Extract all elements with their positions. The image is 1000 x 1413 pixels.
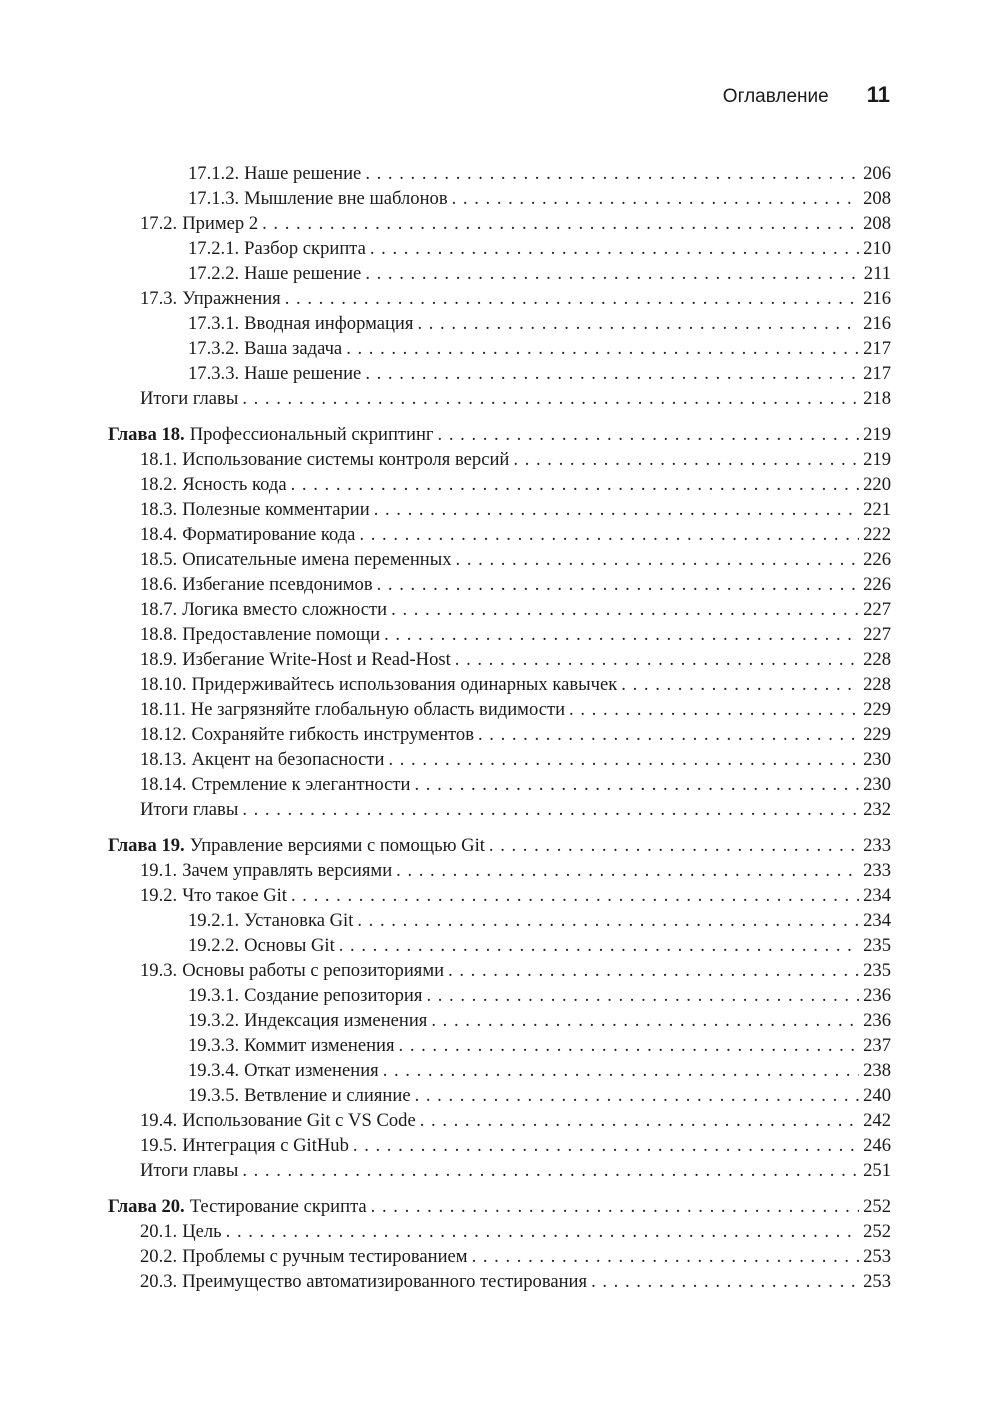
dot-leader xyxy=(417,311,859,336)
toc-entry-title xyxy=(188,908,353,933)
toc-entry-page: 252 xyxy=(863,1221,891,1242)
table-of-contents xyxy=(108,161,891,1294)
toc-entry-page: 229 xyxy=(863,699,891,720)
toc-entry-title xyxy=(140,797,238,822)
toc-entry-title xyxy=(140,522,355,547)
dot-leader xyxy=(371,1194,859,1219)
toc-entry-label: Профессиональный скриптинг xyxy=(189,424,434,445)
page-header xyxy=(723,82,890,108)
toc-section-entry[interactable] xyxy=(108,572,891,597)
toc-entry-label: Интеграция с GitHub xyxy=(182,1135,349,1156)
dot-leader xyxy=(415,1083,860,1108)
dot-leader xyxy=(242,797,859,822)
toc-section-entry[interactable] xyxy=(108,211,891,236)
toc-entry-title xyxy=(188,1083,411,1108)
toc-entry-page: 230 xyxy=(863,749,891,770)
toc-section-entry[interactable] xyxy=(108,772,891,797)
dot-leader xyxy=(396,858,859,883)
toc-entry-number: 19.3.5. xyxy=(188,1085,240,1106)
toc-section-entry[interactable] xyxy=(108,1244,891,1269)
toc-entry-page: 217 xyxy=(863,338,891,359)
toc-section-entry[interactable] xyxy=(108,286,891,311)
toc-entry-label: Наше решение xyxy=(244,163,362,184)
toc-entry-label: Сохраняйте гибкость инструментов xyxy=(191,724,474,745)
dot-leader xyxy=(489,833,859,858)
toc-entry-page: 253 xyxy=(863,1246,891,1267)
toc-entry-number: 19.1. xyxy=(140,860,178,881)
dot-leader xyxy=(569,697,859,722)
dot-leader xyxy=(452,186,859,211)
toc-entry-number: 19.5. xyxy=(140,1135,178,1156)
toc-entry-label: Итоги главы xyxy=(140,799,239,820)
toc-entry-number: 19.3.1. xyxy=(188,985,240,1006)
toc-entry-page: 226 xyxy=(863,549,891,570)
dot-leader xyxy=(377,572,859,597)
toc-entry-page: 226 xyxy=(863,574,891,595)
toc-entry-page: 217 xyxy=(863,363,891,384)
toc-section-entry[interactable] xyxy=(108,697,891,722)
toc-entry-page: 222 xyxy=(863,524,891,545)
toc-subsection-entry[interactable] xyxy=(108,311,891,336)
toc-section-entry[interactable] xyxy=(108,858,891,883)
toc-entry-page: 232 xyxy=(863,799,891,820)
toc-chapter-entry[interactable] xyxy=(108,1194,891,1219)
toc-entry-page: 234 xyxy=(863,885,891,906)
toc-entry-page: 208 xyxy=(863,213,891,234)
toc-entry-title xyxy=(188,933,335,958)
dot-leader xyxy=(513,447,859,472)
toc-entry-number: 18.5. xyxy=(140,549,178,570)
dot-leader xyxy=(291,472,859,497)
dot-leader xyxy=(455,647,859,672)
toc-entry-title xyxy=(140,672,617,697)
toc-entry-title xyxy=(140,1244,468,1269)
toc-entry-page: 218 xyxy=(863,388,891,409)
toc-entry-number: 19.3. xyxy=(140,960,178,981)
toc-entry-title xyxy=(188,1033,395,1058)
dot-leader xyxy=(591,1269,859,1294)
toc-entry-label: Логика вместо сложности xyxy=(182,599,388,620)
toc-entry-page: 229 xyxy=(863,724,891,745)
toc-entry-title xyxy=(140,286,281,311)
toc-entry-title xyxy=(140,958,444,983)
toc-entry-title xyxy=(188,336,342,361)
toc-entry-number: 19.3.4. xyxy=(188,1060,240,1081)
toc-entry-page: 208 xyxy=(863,188,891,209)
page-number: 11 xyxy=(866,82,890,107)
toc-section-entry[interactable] xyxy=(108,797,891,822)
toc-entry-title xyxy=(108,833,485,858)
toc-section-entry[interactable] xyxy=(108,958,891,983)
dot-leader xyxy=(448,958,859,983)
toc-entry-title xyxy=(188,983,422,1008)
toc-entry-number: 19.2.1. xyxy=(188,910,240,931)
toc-entry-title xyxy=(188,236,366,261)
toc-entry-title xyxy=(188,261,361,286)
toc-subsection-entry[interactable] xyxy=(108,1008,891,1033)
toc-entry-title xyxy=(188,1008,427,1033)
toc-entry-label: Ваша задача xyxy=(244,338,343,359)
toc-entry-number: 19.2.2. xyxy=(188,935,240,956)
toc-entry-page: 236 xyxy=(863,985,891,1006)
toc-entry-title xyxy=(140,386,238,411)
toc-entry-page: 242 xyxy=(863,1110,891,1131)
toc-entry-label: Форматирование кода xyxy=(182,524,356,545)
toc-section-entry[interactable] xyxy=(108,883,891,908)
toc-entry-number: 17.1.3. xyxy=(188,188,240,209)
toc-entry-page: 221 xyxy=(863,499,891,520)
toc-entry-page: 227 xyxy=(863,624,891,645)
toc-entry-number: Глава 18. xyxy=(108,424,185,445)
toc-entry-number: 18.7. xyxy=(140,599,178,620)
toc-entry-number: 18.10. xyxy=(140,674,187,695)
toc-entry-title xyxy=(188,361,361,386)
toc-entry-title xyxy=(140,547,452,572)
dot-leader xyxy=(226,1219,859,1244)
toc-section-entry[interactable] xyxy=(108,447,891,472)
dot-leader xyxy=(346,336,859,361)
dot-leader xyxy=(365,261,859,286)
toc-entry-title xyxy=(108,1194,367,1219)
dot-leader xyxy=(621,672,859,697)
toc-entry-page: 220 xyxy=(863,474,891,495)
toc-section-entry[interactable] xyxy=(108,597,891,622)
toc-entry-page: 234 xyxy=(863,910,891,931)
toc-entry-title xyxy=(140,622,380,647)
toc-entry-label: Стремление к элегантности xyxy=(191,774,411,795)
toc-entry-label: Избегание псевдонимов xyxy=(182,574,373,595)
toc-section-entry[interactable] xyxy=(108,622,891,647)
dot-leader xyxy=(431,1008,859,1033)
toc-entry-label: Наше решение xyxy=(244,363,362,384)
dot-leader xyxy=(339,933,859,958)
toc-section-entry[interactable] xyxy=(108,647,891,672)
dot-leader xyxy=(426,983,859,1008)
toc-entry-page: 219 xyxy=(863,424,891,445)
toc-entry-number: 18.14. xyxy=(140,774,187,795)
toc-entry-title xyxy=(140,497,370,522)
dot-leader xyxy=(242,386,859,411)
toc-entry-title xyxy=(140,1108,416,1133)
toc-entry-page: 230 xyxy=(863,774,891,795)
toc-section-entry[interactable] xyxy=(108,547,891,572)
toc-entry-number: 18.2. xyxy=(140,474,178,495)
toc-entry-page: 228 xyxy=(863,674,891,695)
toc-entry-label: Установка Git xyxy=(244,910,354,931)
toc-section-entry[interactable] xyxy=(108,1158,891,1183)
toc-section-entry[interactable] xyxy=(108,747,891,772)
toc-entry-label: Управление версиями с помощью Git xyxy=(189,835,485,856)
toc-entry-title xyxy=(188,161,361,186)
toc-chapter-entry[interactable] xyxy=(108,833,891,858)
toc-subsection-entry[interactable] xyxy=(108,236,891,261)
toc-subsection-entry[interactable] xyxy=(108,908,891,933)
toc-entry-number: 18.9. xyxy=(140,649,178,670)
toc-entry-number: 20.2. xyxy=(140,1246,178,1267)
toc-entry-title xyxy=(140,1133,349,1158)
toc-entry-label: Избегание Write-Host и Read-Host xyxy=(182,649,451,670)
dot-leader xyxy=(456,547,860,572)
toc-entry-number: 20.3. xyxy=(140,1271,178,1292)
toc-entry-page: 211 xyxy=(863,263,891,284)
toc-entry-label: Не загрязняйте глобальную область видимости xyxy=(190,699,566,720)
toc-section-entry[interactable] xyxy=(108,497,891,522)
toc-entry-title xyxy=(140,211,258,236)
toc-entry-label: Вводная информация xyxy=(244,313,414,334)
running-title: Оглавление xyxy=(722,86,829,107)
dot-leader xyxy=(374,497,859,522)
toc-entry-page: 216 xyxy=(863,313,891,334)
toc-entry-label: Преимущество автоматизированного тестирования xyxy=(182,1271,588,1292)
dot-leader xyxy=(359,522,859,547)
toc-subsection-entry[interactable] xyxy=(108,161,891,186)
toc-entry-label: Основы работы с репозиториями xyxy=(182,960,445,981)
toc-entry-label: Наше решение xyxy=(244,263,362,284)
toc-entry-page: 228 xyxy=(863,649,891,670)
toc-entry-label: Коммит изменения xyxy=(244,1035,395,1056)
toc-entry-number: 17.3.3. xyxy=(188,363,240,384)
toc-entry-title xyxy=(140,472,287,497)
toc-entry-number: 18.6. xyxy=(140,574,178,595)
toc-entry-number: 17.2.1. xyxy=(188,238,240,259)
dot-leader xyxy=(391,597,859,622)
toc-entry-number: 17.2. xyxy=(140,213,178,234)
toc-entry-label: Разбор скрипта xyxy=(244,238,366,259)
toc-entry-title xyxy=(140,572,373,597)
toc-entry-title xyxy=(108,422,434,447)
toc-entry-page: 237 xyxy=(863,1035,891,1056)
dot-leader xyxy=(291,883,859,908)
toc-subsection-entry[interactable] xyxy=(108,1033,891,1058)
toc-subsection-entry[interactable] xyxy=(108,1058,891,1083)
toc-entry-page: 240 xyxy=(863,1085,891,1106)
toc-entry-page: 251 xyxy=(863,1160,891,1181)
toc-entry-label: Предоставление помощи xyxy=(182,624,381,645)
toc-section-entry[interactable] xyxy=(108,522,891,547)
toc-entry-number: 17.1.2. xyxy=(188,163,240,184)
toc-entry-label: Индексация изменения xyxy=(244,1010,428,1031)
toc-entry-number: 18.8. xyxy=(140,624,178,645)
toc-entry-title xyxy=(188,186,448,211)
toc-subsection-entry[interactable] xyxy=(108,933,891,958)
toc-entry-label: Полезные комментарии xyxy=(182,499,370,520)
dot-leader xyxy=(438,422,860,447)
toc-entry-number: 19.2. xyxy=(140,885,178,906)
toc-subsection-entry[interactable] xyxy=(108,361,891,386)
toc-entry-page: 206 xyxy=(863,163,891,184)
toc-entry-label: Что такое Git xyxy=(182,885,287,906)
toc-entry-label: Итоги главы xyxy=(140,1160,239,1181)
toc-chapter-entry[interactable] xyxy=(108,422,891,447)
toc-entry-label: Откат изменения xyxy=(244,1060,379,1081)
toc-entry-label: Ветвление и слияние xyxy=(244,1085,411,1106)
toc-entry-label: Тестирование скрипта xyxy=(189,1196,367,1217)
dot-leader xyxy=(478,722,859,747)
toc-entry-page: 246 xyxy=(863,1135,891,1156)
toc-entry-title xyxy=(140,883,287,908)
toc-entry-number: 17.3.1. xyxy=(188,313,240,334)
toc-entry-page: 227 xyxy=(863,599,891,620)
toc-entry-number: 20.1. xyxy=(140,1221,178,1242)
toc-entry-title xyxy=(140,647,451,672)
toc-entry-page: 238 xyxy=(863,1060,891,1081)
toc-entry-label: Использование Git с VS Code xyxy=(182,1110,416,1131)
toc-entry-number: 18.13. xyxy=(140,749,187,770)
dot-leader xyxy=(353,1133,859,1158)
toc-entry-title xyxy=(140,858,392,883)
toc-entry-page: 236 xyxy=(863,1010,891,1031)
dot-leader xyxy=(262,211,859,236)
toc-section-entry[interactable] xyxy=(108,1219,891,1244)
toc-entry-label: Ясность кода xyxy=(182,474,287,495)
toc-entry-label: Создание репозитория xyxy=(244,985,423,1006)
toc-entry-label: Зачем управлять версиями xyxy=(182,860,393,881)
dot-leader xyxy=(365,361,859,386)
toc-entry-number: 18.11. xyxy=(140,699,186,720)
dot-leader xyxy=(357,908,859,933)
toc-entry-page: 253 xyxy=(863,1271,891,1292)
toc-subsection-entry[interactable] xyxy=(108,336,891,361)
toc-entry-number: 18.4. xyxy=(140,524,178,545)
toc-subsection-entry[interactable] xyxy=(108,186,891,211)
toc-entry-page: 210 xyxy=(863,238,891,259)
toc-entry-number: 18.1. xyxy=(140,449,178,470)
toc-entry-label: Мышление вне шаблонов xyxy=(244,188,448,209)
toc-entry-title xyxy=(140,722,474,747)
toc-entry-title xyxy=(140,1219,222,1244)
toc-entry-label: Пример 2 xyxy=(182,213,259,234)
toc-entry-title xyxy=(140,597,387,622)
toc-entry-page: 219 xyxy=(863,449,891,470)
toc-entry-page: 233 xyxy=(863,835,891,856)
toc-section-entry[interactable] xyxy=(108,1133,891,1158)
dot-leader xyxy=(242,1158,859,1183)
toc-subsection-entry[interactable] xyxy=(108,983,891,1008)
toc-subsection-entry[interactable] xyxy=(108,261,891,286)
toc-entry-page: 235 xyxy=(863,935,891,956)
dot-leader xyxy=(399,1033,860,1058)
toc-entry-number: 19.4. xyxy=(140,1110,178,1131)
toc-section-entry[interactable] xyxy=(108,1269,891,1294)
toc-entry-title xyxy=(188,311,413,336)
toc-entry-number: 19.3.3. xyxy=(188,1035,240,1056)
toc-entry-number: 17.3.2. xyxy=(188,338,240,359)
toc-section-entry[interactable] xyxy=(108,722,891,747)
toc-entry-title xyxy=(188,1058,379,1083)
dot-leader xyxy=(420,1108,859,1133)
toc-entry-title xyxy=(140,747,384,772)
toc-entry-label: Использование системы контроля версий xyxy=(182,449,510,470)
toc-entry-title xyxy=(140,697,565,722)
dot-leader xyxy=(383,1058,859,1083)
dot-leader xyxy=(285,286,859,311)
toc-section-entry[interactable] xyxy=(108,386,891,411)
toc-section-entry[interactable] xyxy=(108,1108,891,1133)
dot-leader xyxy=(415,772,860,797)
toc-subsection-entry[interactable] xyxy=(108,1083,891,1108)
toc-entry-title xyxy=(140,447,509,472)
toc-section-entry[interactable] xyxy=(108,672,891,697)
toc-entry-number: 18.3. xyxy=(140,499,178,520)
toc-entry-title xyxy=(140,1158,238,1183)
toc-entry-number: 18.12. xyxy=(140,724,187,745)
toc-entry-page: 252 xyxy=(863,1196,891,1217)
dot-leader xyxy=(365,161,859,186)
toc-entry-label: Акцент на безопасности xyxy=(191,749,385,770)
toc-entry-title xyxy=(140,1269,587,1294)
toc-entry-page: 235 xyxy=(863,960,891,981)
toc-entry-number: Глава 20. xyxy=(108,1196,185,1217)
dot-leader xyxy=(384,622,859,647)
dot-leader xyxy=(388,747,859,772)
toc-section-entry[interactable] xyxy=(108,472,891,497)
toc-entry-number: 17.3. xyxy=(140,288,178,309)
toc-entry-page: 216 xyxy=(863,288,891,309)
toc-entry-label: Описательные имена переменных xyxy=(182,549,452,570)
toc-entry-page: 233 xyxy=(863,860,891,881)
toc-entry-number: 17.2.2. xyxy=(188,263,240,284)
toc-entry-label: Проблемы с ручным тестированием xyxy=(182,1246,468,1267)
toc-entry-number: 19.3.2. xyxy=(188,1010,240,1031)
toc-entry-title xyxy=(140,772,411,797)
toc-entry-label: Итоги главы xyxy=(140,388,239,409)
toc-entry-label: Цель xyxy=(182,1221,222,1242)
dot-leader xyxy=(472,1244,860,1269)
dot-leader xyxy=(370,236,859,261)
toc-entry-label: Придерживайтесь использования одинарных кавычек xyxy=(191,674,618,695)
toc-entry-number: Глава 19. xyxy=(108,835,185,856)
toc-entry-label: Основы Git xyxy=(244,935,335,956)
toc-entry-label: Упражнения xyxy=(182,288,281,309)
